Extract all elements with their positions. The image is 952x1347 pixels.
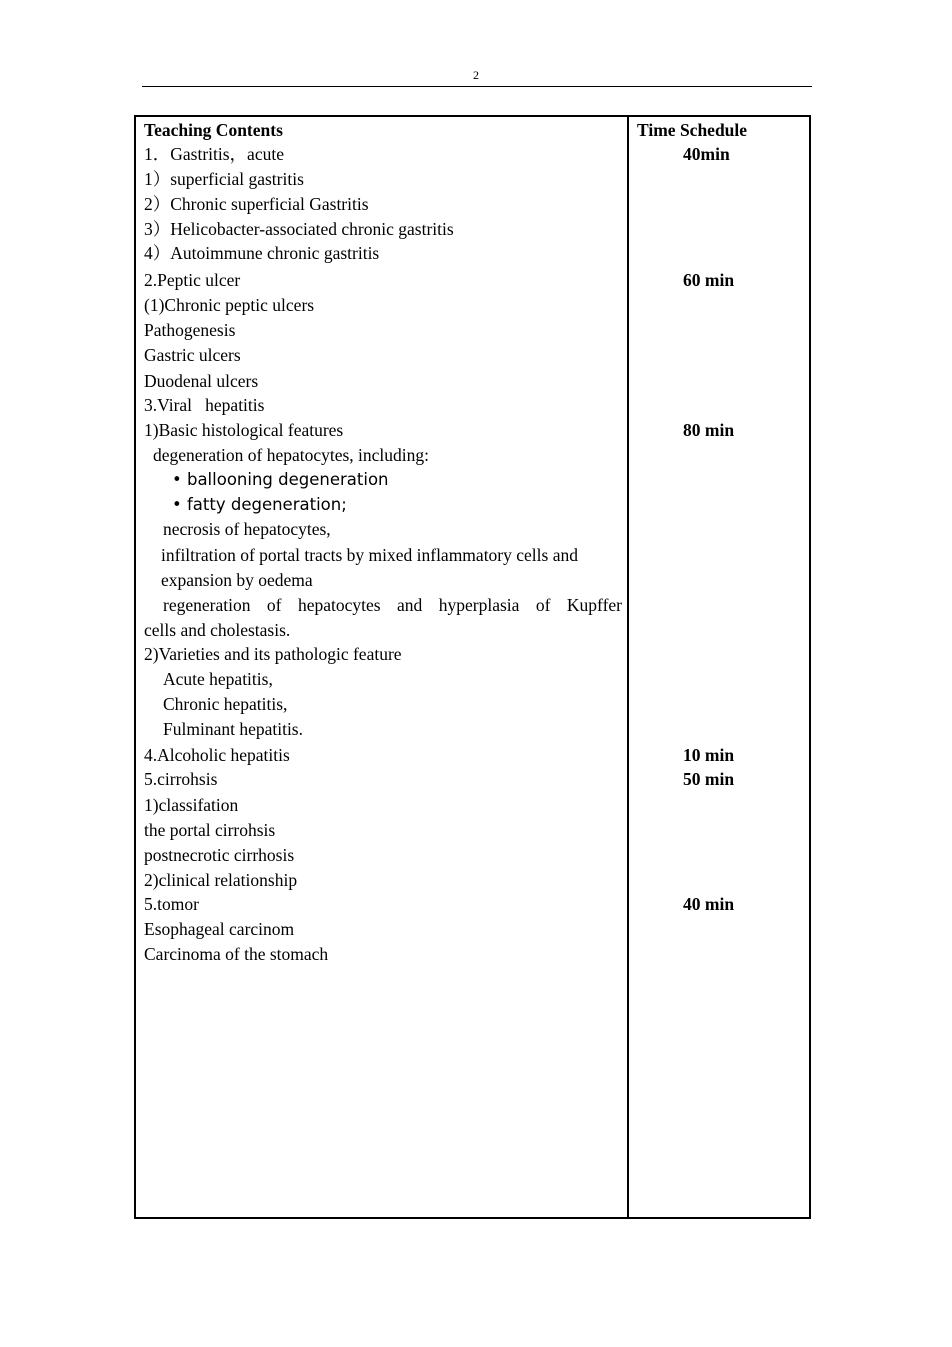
content-line: Fulminant hepatitis. bbox=[163, 719, 303, 739]
time-value: 50 min bbox=[683, 769, 735, 789]
content-line: 1)Basic histological features bbox=[144, 420, 344, 440]
content-line: 2)clinical relationship bbox=[144, 870, 298, 890]
content-line: (1)Chronic peptic ulcers bbox=[144, 295, 315, 315]
content-line: 5.cirrohsis bbox=[144, 769, 218, 789]
content-line: Pathogenesis bbox=[144, 320, 236, 340]
bullet-line: • ballooning degeneration bbox=[172, 470, 389, 489]
content-line: 5.tomor bbox=[144, 894, 199, 914]
time-schedule-header: Time Schedule bbox=[637, 120, 748, 140]
time-value: 40min bbox=[683, 144, 730, 164]
content-line: regeneration of hepatocytes and hyperplasia of Kupffer bbox=[163, 595, 622, 615]
bullet-line: • fatty degeneration; bbox=[172, 495, 347, 514]
teaching-contents-header: Teaching Contents bbox=[144, 120, 283, 140]
content-line: 3）Helicobacter-associated chronic gastritis bbox=[144, 219, 454, 239]
content-line: 1)classifation bbox=[144, 795, 239, 815]
time-value: 40 min bbox=[683, 894, 735, 914]
column-divider bbox=[627, 115, 629, 1217]
content-line: postnecrotic cirrhosis bbox=[144, 845, 295, 865]
content-line: infiltration of portal tracts by mixed inflammatory cells and bbox=[161, 545, 578, 565]
content-line: expansion by oedema bbox=[161, 570, 313, 590]
time-value: 10 min bbox=[683, 745, 735, 765]
content-line: Chronic hepatitis, bbox=[163, 694, 288, 714]
time-value: 80 min bbox=[683, 420, 735, 440]
content-line: the portal cirrohsis bbox=[144, 820, 276, 840]
content-line: cells and cholestasis. bbox=[144, 620, 291, 640]
content-line: 2.Peptic ulcer bbox=[144, 270, 241, 290]
content-line: degeneration of hepatocytes, including: bbox=[153, 445, 430, 465]
page-number: 2 bbox=[473, 68, 479, 82]
content-line: Carcinoma of the stomach bbox=[144, 944, 329, 964]
header-rule bbox=[142, 86, 812, 87]
content-line: necrosis of hepatocytes, bbox=[163, 519, 331, 539]
time-value: 60 min bbox=[683, 270, 735, 290]
content-line: 2)Varieties and its pathologic feature bbox=[144, 644, 402, 664]
content-line: 1．Gastritis，acute bbox=[144, 144, 284, 164]
content-line: Esophageal carcinom bbox=[144, 919, 295, 939]
content-line: 3.Viral hepatitis bbox=[144, 395, 265, 415]
content-line: Acute hepatitis, bbox=[163, 669, 273, 689]
content-line: 1）superficial gastritis bbox=[144, 169, 304, 189]
content-line: Duodenal ulcers bbox=[144, 371, 259, 391]
content-line: 4）Autoimmune chronic gastritis bbox=[144, 243, 380, 263]
content-line: 2）Chronic superficial Gastritis bbox=[144, 194, 369, 214]
content-line: 4.Alcoholic hepatitis bbox=[144, 745, 290, 765]
content-line: Gastric ulcers bbox=[144, 345, 241, 365]
